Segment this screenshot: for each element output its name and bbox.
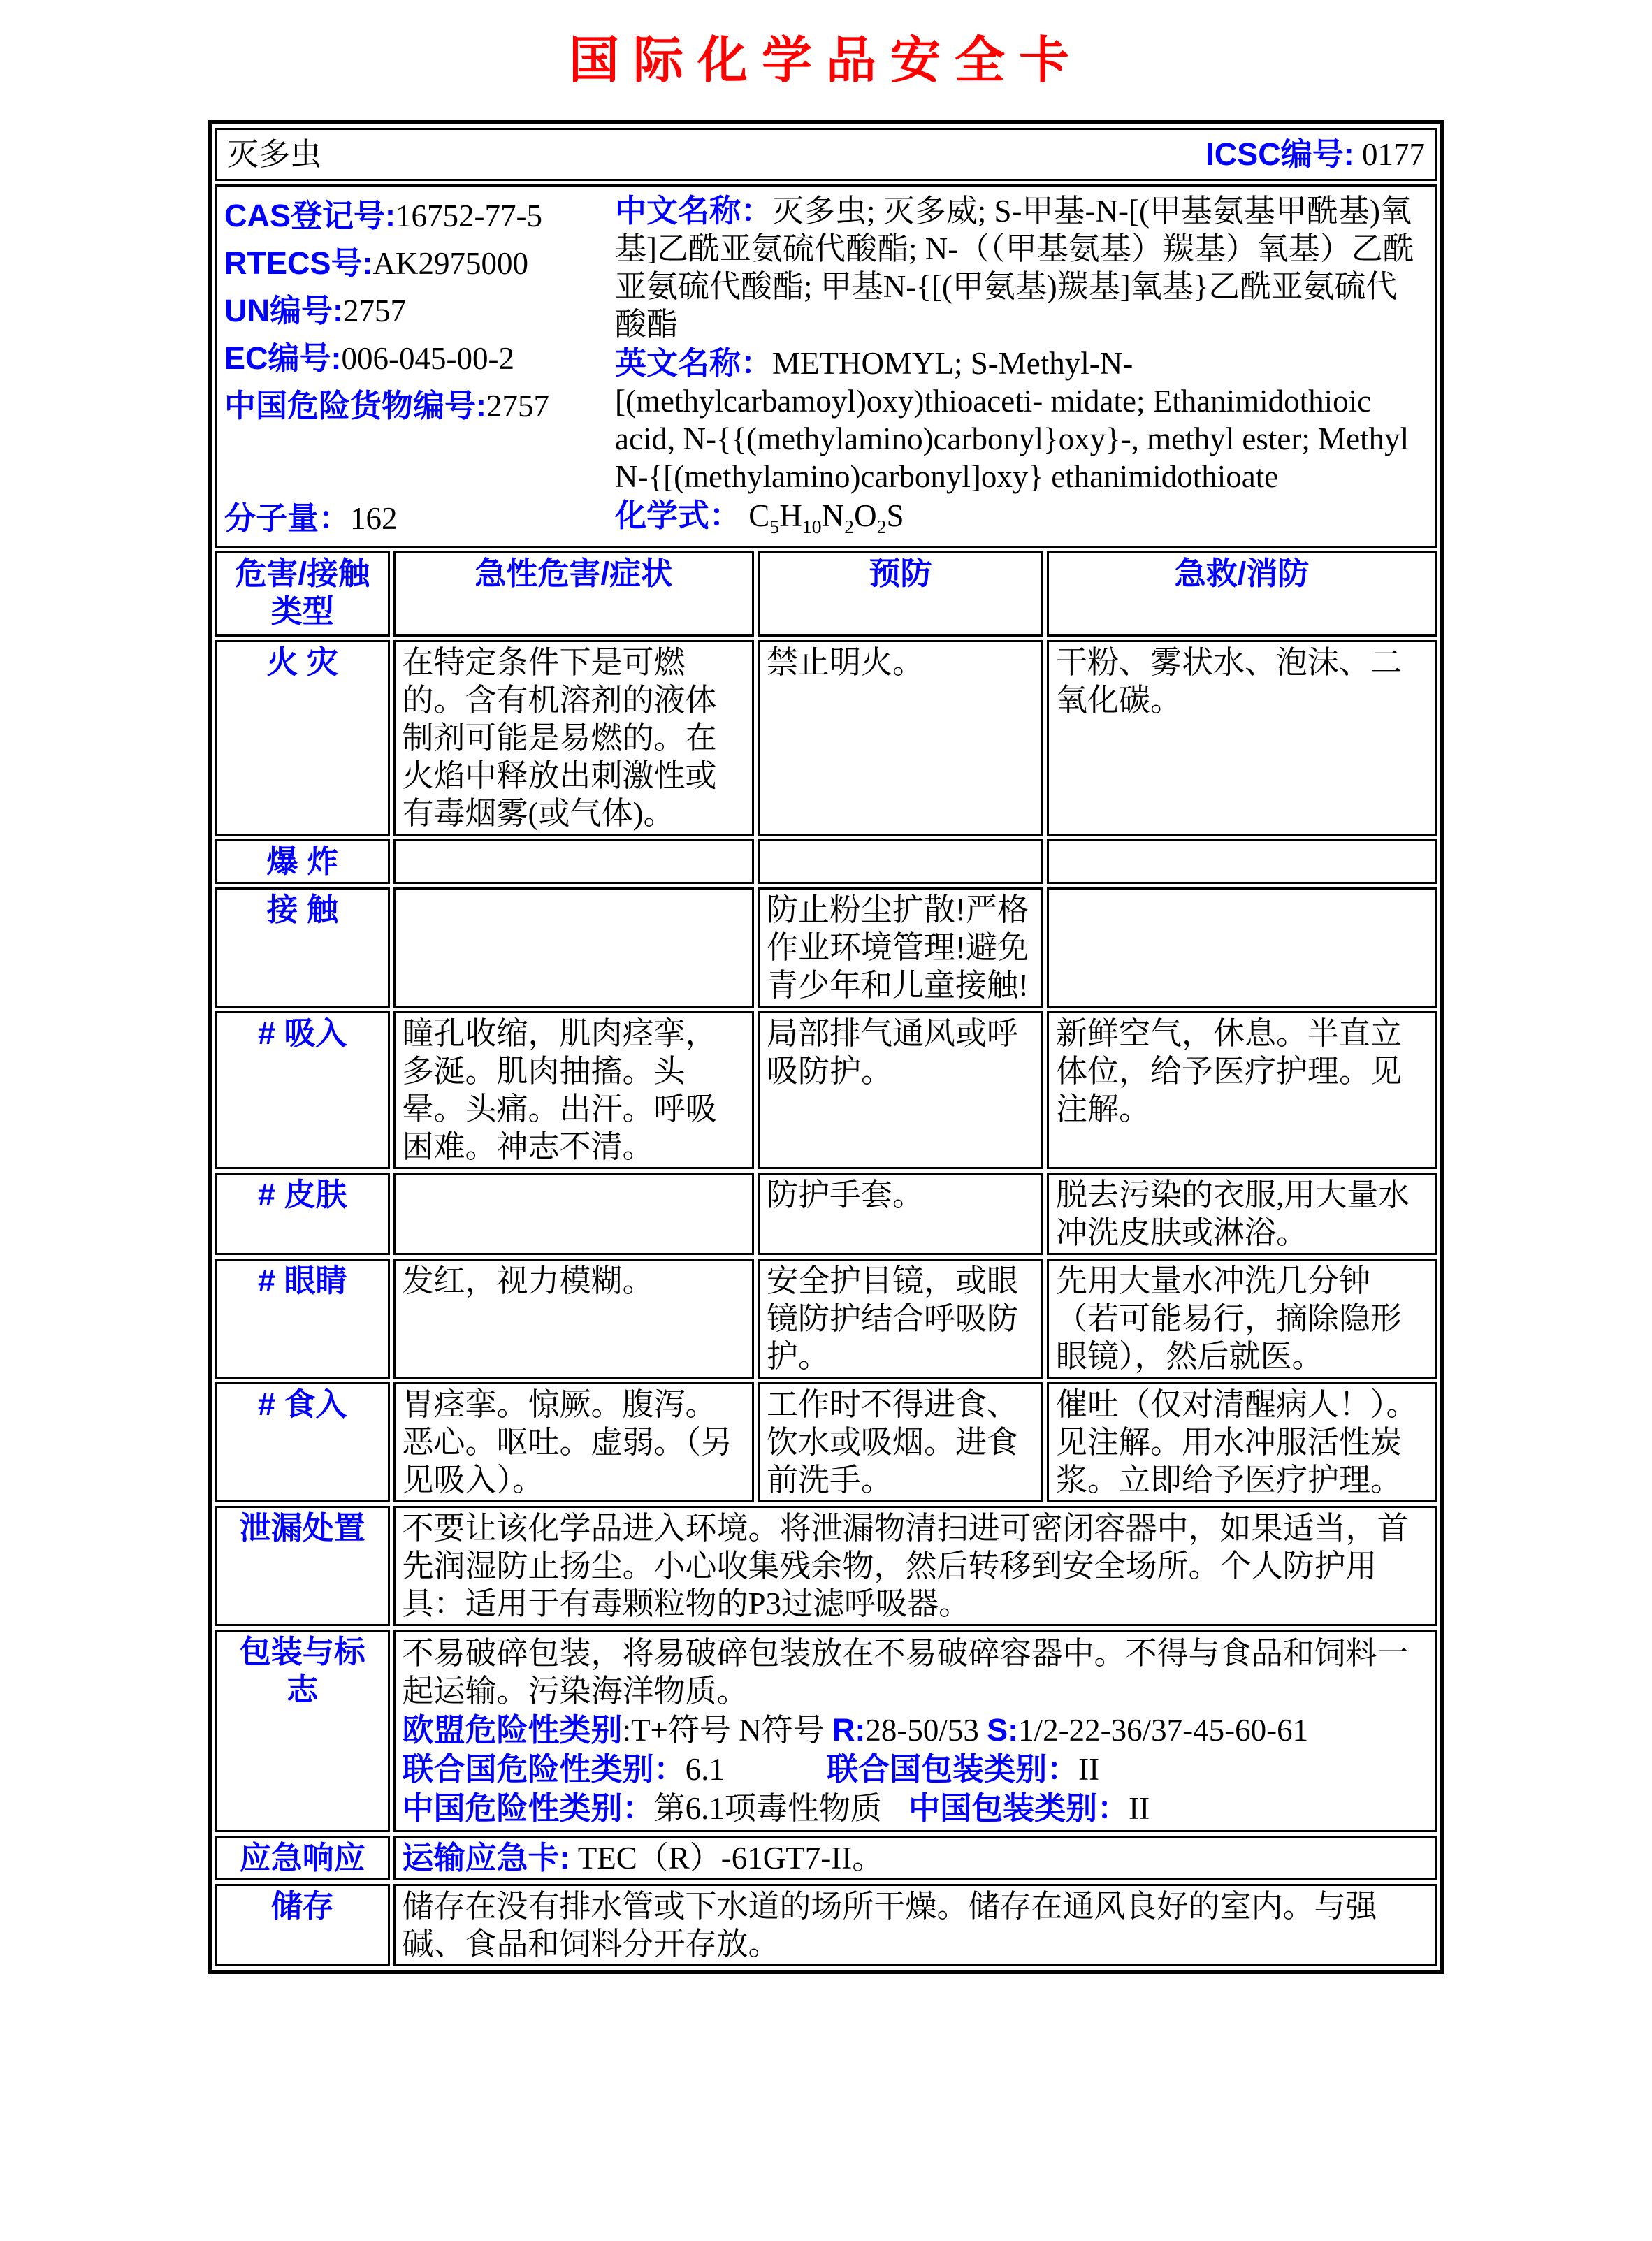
ingestion-firstaid-cell: 催吐（仅对清醒病人！）。见注解。用水冲服活性炭浆。立即给予医疗护理。: [1047, 1382, 1437, 1502]
english-name-value: METHOMYL; S-Methyl-N-[(methylcarbamoyl)oxy)thioaceti- midate; Ethanimidothioic acid, N-{{(methylamino)carbonyl}oxy}-, methyl ester; Methyl N-{[(methylamino)carbonyl]oxy} ethanimidothioate: [615, 346, 1410, 494]
cas-number-value: 16752-77-5: [396, 198, 542, 233]
column-header-hazard-type: 危害/接触类型: [215, 551, 390, 637]
china-dg-number-label: 中国危险货物编号:: [224, 388, 486, 423]
inhalation-symptoms-cell: 瞳孔收缩，肌肉痉挛，多涎。肌肉抽搐。头晕。头痛。出汗。呼吸困难。神志不清。: [393, 1011, 754, 1169]
molecular-weight-value: 162: [350, 501, 398, 537]
eyes-prevention-cell: 安全护目镜，或眼镜防护结合呼吸防护。: [758, 1259, 1043, 1379]
chemical-formula-value: $C_5H_{10}N_2O_2S$: [748, 498, 904, 538]
row-label-emergency: 应急响应: [215, 1836, 390, 1880]
rtecs-number-line: [224, 245, 605, 282]
r-phrases-value: 28-50/53: [865, 1713, 979, 1748]
cn-pack-group-value: II: [1129, 1791, 1150, 1827]
skin-firstaid-cell: 脱去污染的衣服,用大量水冲洗皮肤或淋浴。: [1047, 1173, 1437, 1255]
table-row-eyes: [215, 1259, 1437, 1379]
china-dg-number-line: [224, 387, 605, 425]
icsc-number-label: ICSC编号:: [1205, 136, 1354, 172]
skin-prevention-cell: 防护手套。: [758, 1173, 1043, 1255]
column-header-prevention: 预防: [758, 551, 1043, 637]
row-label-storage: 储存: [215, 1884, 390, 1966]
table-row-packaging: [215, 1630, 1437, 1832]
table-row-identifiers: [215, 184, 1437, 548]
un-number-value: 2757: [342, 293, 406, 328]
tec-card-label: 运输应急卡:: [402, 1840, 570, 1876]
exposure-prevention-cell: 防止粉尘扩散!严格作业环境管理!避免青少年和儿童接触!: [758, 887, 1043, 1008]
chinese-name-label: 中文名称：: [615, 193, 773, 229]
exposure-symptoms-cell: [393, 887, 754, 1008]
explosion-firstaid-cell: [1047, 839, 1437, 884]
inhalation-firstaid-cell: 新鲜空气，休息。半直立体位，给予医疗护理。见注解。: [1047, 1011, 1437, 1169]
chinese-name-value: 灭多虫; 灭多威; S-甲基-N-[(甲基氨基甲酰基)氧基]乙酰亚氨硫代酸酯; N-（（甲基氨基）羰基）氧基）乙酰亚氨硫代酸酯; 甲基N-{[(甲氨基)羰基]氧基}乙酰亚氨硫代酸酯: [615, 194, 1414, 342]
cn-hazard-class-value: 第6.1项毒性物质: [653, 1791, 882, 1827]
ingestion-symptoms-cell: 胃痉挛。惊厥。腹泻。恶心。呕吐。虚弱。（另见吸入）。: [393, 1382, 754, 1502]
page-title: 国际化学品安全卡: [568, 33, 1083, 89]
tec-card-value: TEC（R）-61GT7-II。: [577, 1841, 884, 1876]
un-number-label: UN编号:: [224, 293, 343, 328]
table-row-column-headers: [215, 551, 1437, 637]
explosion-prevention-cell: [758, 839, 1043, 884]
s-phrases-value: 1/2-22-36/37-45-60-61: [1018, 1713, 1309, 1748]
cas-number-label: CAS登记号:: [224, 198, 396, 233]
un-pack-group-value: II: [1078, 1752, 1100, 1787]
fire-firstaid-cell: 干粉、雾状水、泡沫、二氧化碳。: [1047, 640, 1437, 836]
eyes-symptoms-cell: 发红，视力模糊。: [393, 1259, 754, 1379]
exposure-firstaid-cell: [1047, 887, 1437, 1008]
rtecs-number-value: AK2975000: [372, 246, 528, 281]
english-name-para: [615, 345, 1428, 495]
skin-symptoms-cell: [393, 1173, 754, 1255]
english-name-label: 英文名称：: [615, 345, 773, 381]
emergency-cell: [393, 1836, 1437, 1880]
rtecs-number-label: RTECS号:: [224, 245, 373, 281]
eyes-firstaid-cell: 先用大量水冲洗几分钟（若可能易行，摘除隐形眼镜），然后就医。: [1047, 1259, 1437, 1379]
table-row-ingestion: [215, 1382, 1437, 1502]
s-phrases-label: S:: [987, 1712, 1019, 1748]
un-pack-group-label: 联合国包装类别：: [827, 1751, 1079, 1787]
explosion-symptoms-cell: [393, 839, 754, 884]
row-label-packaging: 包装与标志: [215, 1630, 390, 1832]
table-row-spillage: [215, 1506, 1437, 1626]
cn-pack-group-label: 中国包装类别：: [908, 1790, 1129, 1827]
un-number-line: [224, 292, 605, 330]
row-label-eyes: # 眼睛: [215, 1259, 390, 1379]
china-dg-number-value: 2757: [486, 389, 549, 423]
row-label-inhalation: # 吸入: [215, 1011, 390, 1169]
r-phrases-label: R:: [832, 1712, 866, 1748]
substance-header-cell: [215, 128, 1437, 181]
row-label-ingestion: # 食入: [215, 1382, 390, 1502]
formula-para: [615, 497, 1428, 539]
packaging-un-line: [403, 1750, 1428, 1788]
molecular-weight-label: 分子量：: [224, 500, 351, 537]
table-row-emergency: [215, 1836, 1437, 1880]
packaging-eu-line: [403, 1711, 1428, 1749]
row-label-spillage: 泄漏处置: [215, 1506, 390, 1626]
table-row-skin: [215, 1173, 1437, 1255]
icsc-number-value: 0177: [1362, 137, 1425, 172]
ec-number-label: EC编号:: [224, 340, 342, 376]
cn-hazard-class-label: 中国危险性类别：: [402, 1790, 654, 1827]
table-row-exposure: [215, 887, 1437, 1008]
column-header-firstaid: 急救/消防: [1047, 551, 1437, 637]
packaging-intro: 不易破碎包装，将易破碎包装放在不易破碎容器中。不得与食品和饲料一起运输。污染海洋物质。: [402, 1636, 1409, 1709]
row-label-fire: 火 灾: [215, 640, 390, 836]
table-row-header: [215, 128, 1437, 181]
spillage-text-cell: 不要让该化学品进入环境。将泄漏物清扫进可密闭容器中，如果适当，首先润湿防止扬尘。小心收集残余物，然后转移到安全场所。个人防护用具：适用于有毒颗粒物的P3过滤呼吸器。: [393, 1506, 1437, 1626]
un-hazard-class-label: 联合国危险性类别：: [402, 1751, 686, 1787]
ingestion-prevention-cell: 工作时不得进食、饮水或吸烟。进食前洗手。: [758, 1382, 1043, 1502]
fire-prevention-cell: 禁止明火。: [758, 640, 1043, 836]
ec-number-line: [224, 340, 605, 377]
names-block: [605, 188, 1428, 544]
column-header-symptoms: 急性危害/症状: [393, 551, 754, 637]
cas-number-line: [224, 197, 605, 235]
ec-number-value: 006-045-00-2: [341, 341, 514, 376]
fire-symptoms-cell: 在特定条件下是可燃的。含有机溶剂的液体制剂可能是易燃的。在火焰中释放出刺激性或有毒烟雾(或气体)。: [393, 640, 754, 836]
storage-text-cell: 储存在没有排水管或下水道的场所干燥。储存在通风良好的室内。与强碱、食品和饲料分开存放。: [393, 1884, 1437, 1966]
un-hazard-class-value: 6.1: [685, 1752, 725, 1787]
chemical-formula-label: 化学式：: [615, 498, 741, 533]
packaging-cn-line: [403, 1790, 1428, 1827]
row-label-exposure: 接 触: [215, 887, 390, 1008]
icsc-card-table: [208, 120, 1444, 1974]
chinese-name-para: [615, 192, 1428, 343]
row-label-skin: # 皮肤: [215, 1173, 390, 1255]
eu-hazard-class-label: 欧盟危险性类别: [402, 1712, 623, 1748]
inhalation-prevention-cell: 局部排气通风或呼吸防护。: [758, 1011, 1043, 1169]
table-row-storage: [215, 1884, 1437, 1966]
molecular-weight-line: [224, 500, 605, 537]
identifier-list: [224, 188, 605, 544]
row-label-explosion: 爆 炸: [215, 839, 390, 884]
identifiers-cell: [215, 184, 1437, 548]
table-row-explosion: [215, 839, 1437, 884]
table-row-fire: [215, 640, 1437, 836]
packaging-cell: [393, 1630, 1437, 1832]
eu-hazard-class-value: :T+符号 N符号: [622, 1713, 825, 1748]
substance-name: 灭多虫: [227, 137, 322, 172]
icsc-number-group: [1205, 136, 1425, 173]
table-row-inhalation: [215, 1011, 1437, 1169]
